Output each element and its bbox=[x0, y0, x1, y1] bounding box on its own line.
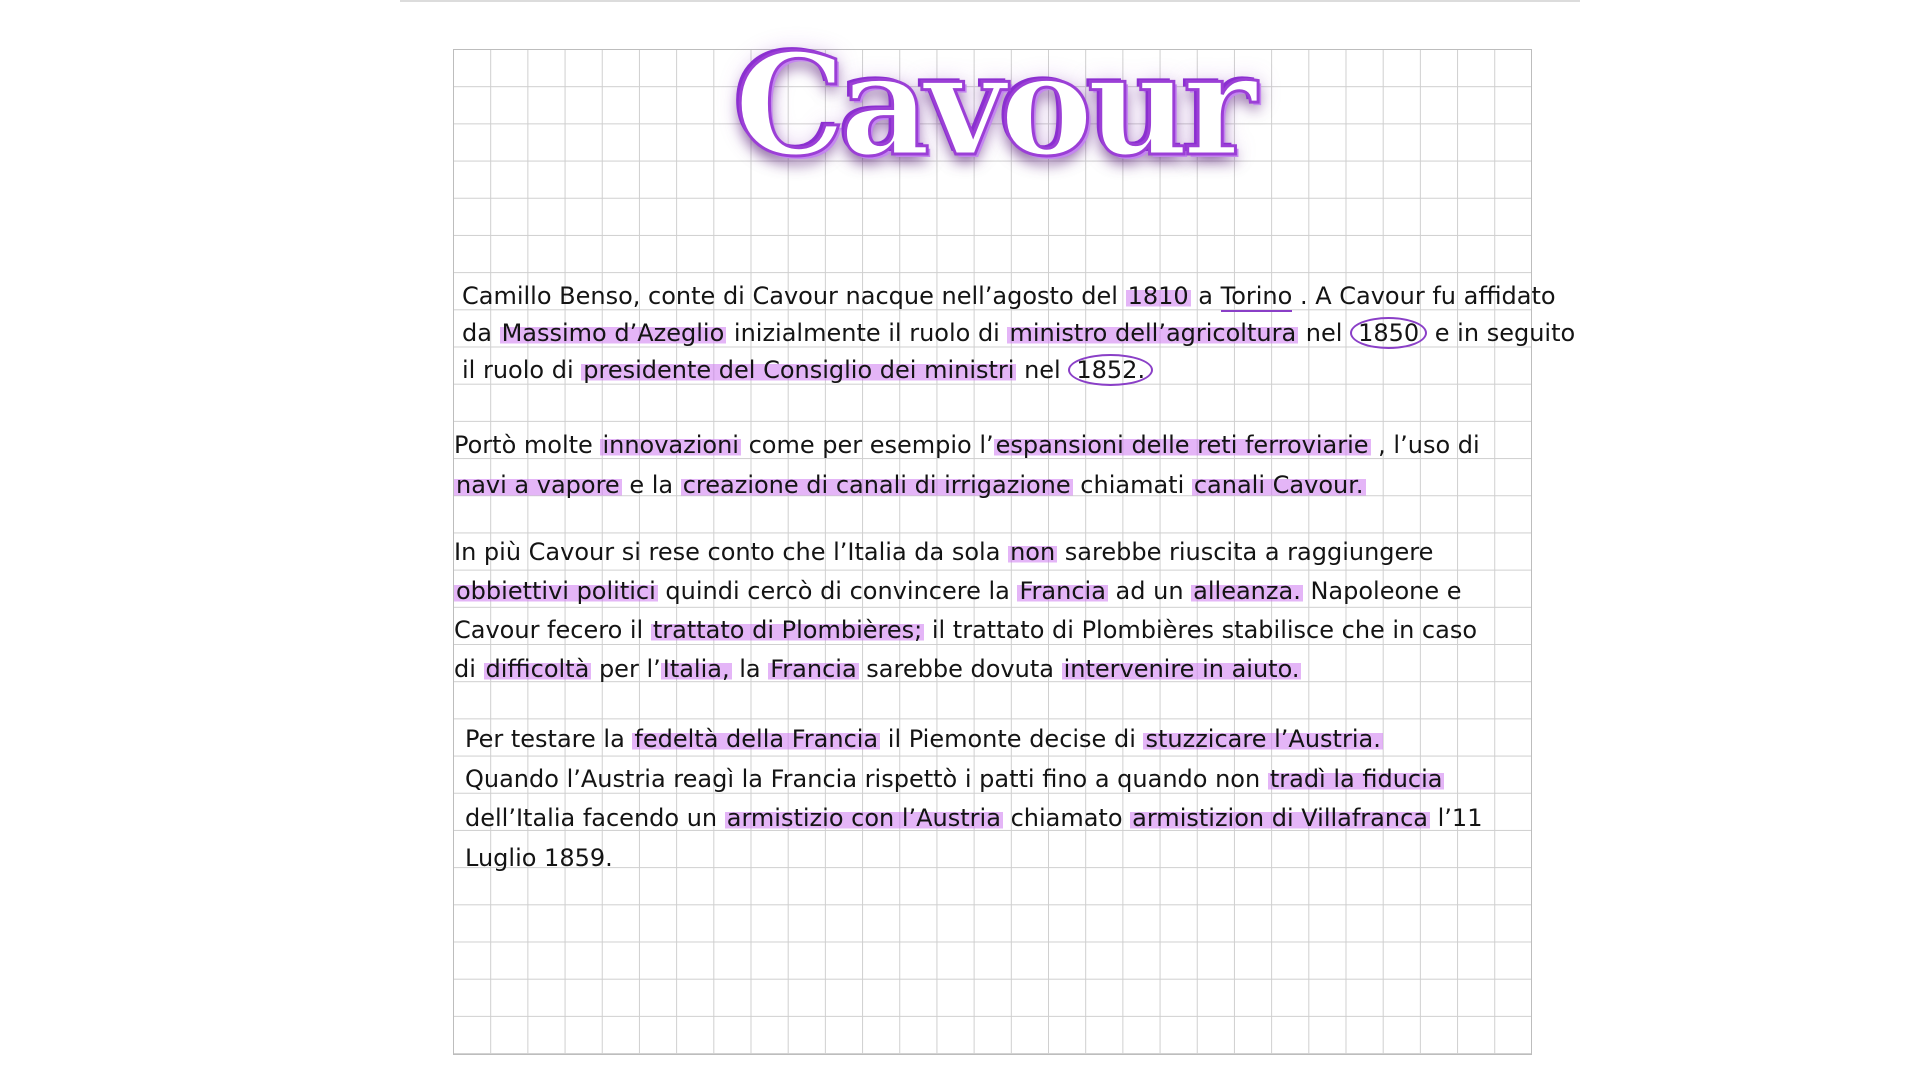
highlighted-text: tradì la fiducia bbox=[1269, 764, 1443, 793]
text-line bbox=[462, 352, 1575, 389]
top-divider bbox=[400, 0, 1580, 2]
text-segment: Per testare la bbox=[465, 725, 633, 753]
highlighted-text: ministro dell’agricoltura bbox=[1009, 319, 1297, 347]
text-segment: per l’ bbox=[591, 655, 661, 683]
highlighted-text: Francia bbox=[770, 655, 857, 683]
text-segment: l’11 bbox=[1430, 804, 1483, 832]
text-segment: nel bbox=[1016, 356, 1069, 384]
text-segment: Napoleone e bbox=[1302, 577, 1462, 605]
paragraph-austria bbox=[465, 720, 1482, 878]
text-segment: Portò molte bbox=[454, 431, 601, 459]
highlighted-text: Massimo d’Azeglio bbox=[501, 319, 725, 347]
text-line bbox=[465, 760, 1482, 800]
highlighted-text: canali Cavour. bbox=[1193, 471, 1364, 499]
text-segment: nel bbox=[1298, 319, 1351, 347]
circled-text: 1852. bbox=[1068, 354, 1153, 386]
text-line bbox=[465, 720, 1482, 760]
text-segment: sarebbe dovuta bbox=[858, 655, 1062, 683]
text-segment: ad un bbox=[1107, 577, 1192, 605]
text-segment: Cavour fecero il bbox=[454, 616, 651, 644]
text-line bbox=[454, 465, 1480, 505]
paragraph-innovations bbox=[454, 425, 1480, 505]
text-segment: di bbox=[454, 655, 484, 683]
text-line bbox=[454, 425, 1480, 465]
text-segment: chiamato bbox=[1002, 804, 1131, 832]
text-segment: . A Cavour fu affidato bbox=[1292, 282, 1556, 310]
text-segment: da bbox=[462, 319, 500, 347]
text-line bbox=[454, 572, 1477, 611]
text-segment: e in seguito bbox=[1427, 319, 1576, 347]
highlighted-text: Francia bbox=[1019, 577, 1106, 605]
text-line bbox=[454, 533, 1477, 572]
text-segment: la bbox=[731, 655, 769, 683]
text-segment: dell’Italia facendo un bbox=[465, 804, 725, 832]
text-segment: il ruolo di bbox=[462, 356, 582, 384]
text-segment: come per esempio l’ bbox=[740, 431, 994, 459]
highlighted-text: difficoltà bbox=[485, 655, 590, 683]
text-segment: , l’uso di bbox=[1370, 431, 1480, 459]
highlighted-text: Italia, bbox=[662, 655, 730, 683]
text-segment: sarebbe riuscita a raggiungere bbox=[1057, 538, 1434, 566]
text-segment: quindi cercò di convincere la bbox=[657, 577, 1018, 605]
text-segment: e la bbox=[621, 471, 681, 499]
highlighted-text: intervenire in aiuto. bbox=[1063, 655, 1300, 683]
text-line bbox=[465, 839, 1482, 879]
highlighted-text: trattato di Plombières; bbox=[652, 616, 923, 644]
text-segment: il trattato di Plombières stabilisce che in caso bbox=[924, 616, 1478, 644]
highlighted-text: alleanza. bbox=[1193, 577, 1301, 605]
highlighted-text: creazione di canali di irrigazione bbox=[682, 471, 1071, 499]
highlighted-text: stuzzicare l’Austria. bbox=[1145, 725, 1381, 753]
text-segment: a bbox=[1190, 282, 1221, 310]
highlighted-text: non bbox=[1010, 538, 1056, 566]
highlighted-text: espansioni delle reti ferroviarie bbox=[995, 431, 1369, 459]
text-segment: Luglio 1859. bbox=[465, 843, 613, 872]
text-segment: chiamati bbox=[1072, 471, 1192, 499]
highlighted-text: presidente del Consiglio dei ministri bbox=[583, 356, 1015, 384]
circled-text: 1850 bbox=[1350, 317, 1427, 349]
text-line bbox=[462, 278, 1575, 315]
text-segment: inizialmente il ruolo di bbox=[726, 319, 1008, 347]
text-segment: Camillo Benso, conte di Cavour nacque nell’agosto del bbox=[462, 282, 1126, 310]
text-line bbox=[454, 650, 1477, 689]
highlighted-text: armistizio con l’Austria bbox=[726, 804, 1001, 832]
text-line bbox=[454, 611, 1477, 650]
text-segment: il Piemonte decise di bbox=[880, 725, 1144, 753]
highlighted-text: navi a vapore bbox=[456, 471, 620, 499]
underlined-text: Torino bbox=[1220, 282, 1293, 310]
text-segment: In più Cavour si rese conto che l’Italia da sola bbox=[454, 538, 1009, 566]
highlighted-text: 1810 bbox=[1127, 282, 1189, 310]
paragraph-biography bbox=[462, 278, 1575, 389]
text-segment: Quando l’Austria reagì la Francia rispettò i patti fino a quando non bbox=[465, 764, 1268, 793]
paragraph-alliance bbox=[454, 533, 1477, 689]
text-line bbox=[462, 315, 1575, 352]
page-title: Cavour bbox=[734, 24, 1251, 188]
highlighted-text: armistizion di Villafranca bbox=[1132, 804, 1428, 832]
highlighted-text: fedeltà della Francia bbox=[634, 725, 879, 753]
text-line bbox=[465, 799, 1482, 839]
highlighted-text: innovazioni bbox=[602, 431, 739, 459]
highlighted-text: obbiettivi politici bbox=[456, 577, 656, 605]
